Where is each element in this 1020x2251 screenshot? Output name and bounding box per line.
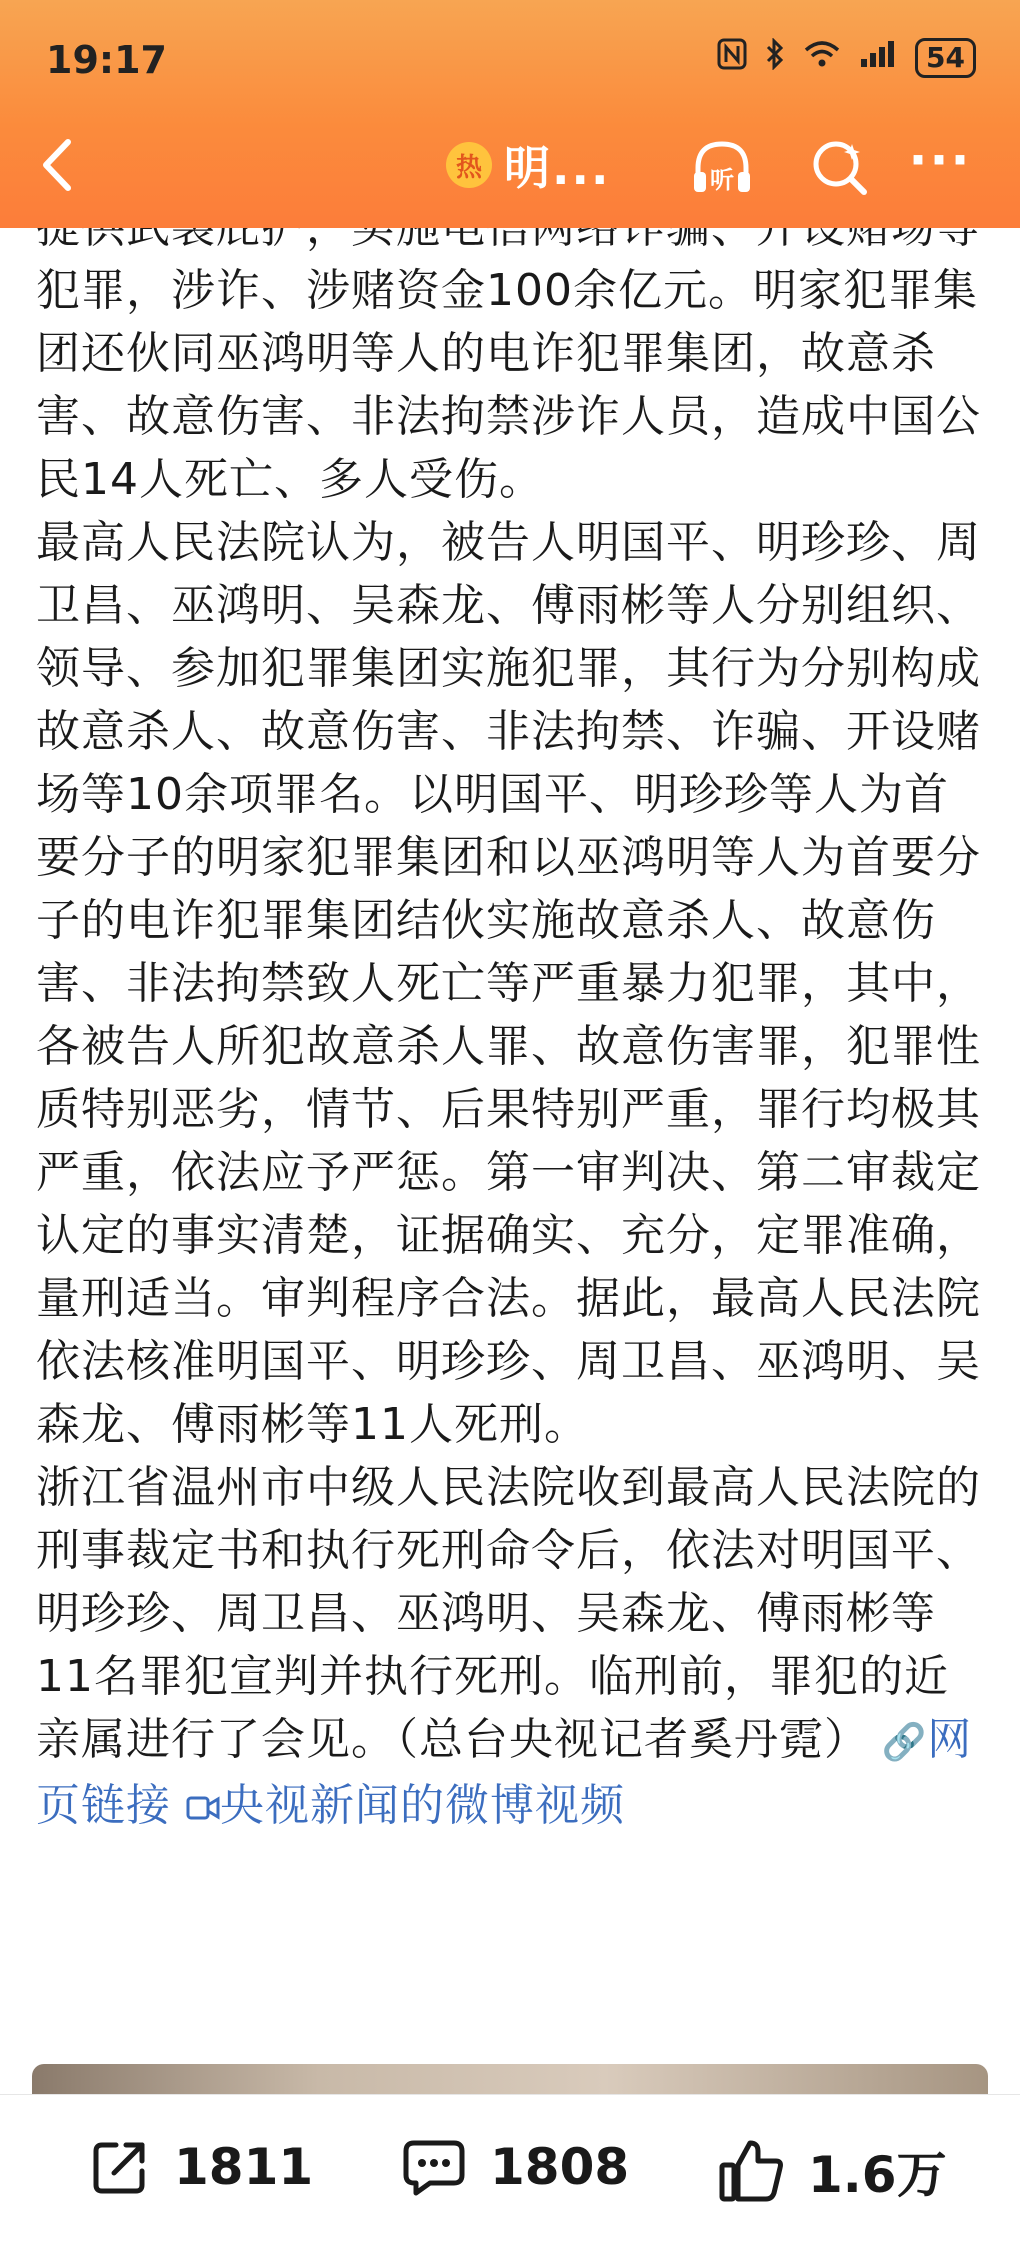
web-link-label: 网页链接	[36, 1714, 973, 1831]
back-button[interactable]	[30, 130, 90, 200]
status-bar	[0, 0, 1020, 110]
share-icon	[88, 2135, 152, 2199]
listen-button[interactable]	[690, 136, 754, 200]
comment-icon	[400, 2135, 468, 2199]
nav-header	[0, 110, 1020, 228]
bluetooth-icon	[765, 38, 785, 78]
wifi-icon	[803, 39, 841, 77]
top-bar	[0, 0, 1020, 228]
article-paragraph: 犯罪，涉诈、涉赌资金100余亿元。明家犯罪集团还伙同巫鸿明等人的电诈犯罪集团，故意杀害、故意伤害、非法拘禁涉诈人员，造成中国公民14人死亡、多人受伤。	[36, 265, 981, 505]
video-link[interactable]	[186, 1780, 625, 1831]
search-button[interactable]	[808, 136, 872, 200]
like-button[interactable]	[718, 2135, 947, 2207]
video-icon	[186, 1793, 220, 1823]
article-paragraph-text: 浙江省温州市中级人民法院收到最高人民法院的刑事裁定书和执行死刑命令后，依法对明国平、明珍珍、周卫昌、巫鸿明、吴森龙、傅雨彬等11名罪犯宣判并执行死刑。临刑前，罪犯的近亲属进行了会见。（总台央视记者奚丹霓）	[36, 1462, 981, 1765]
more-button[interactable]	[900, 128, 980, 192]
listen-label: 听	[710, 166, 734, 194]
bottom-action-bar	[0, 2094, 1020, 2251]
battery-icon: 54	[915, 38, 976, 78]
comment-count: 1808	[490, 2138, 630, 2196]
article-body	[36, 196, 986, 1837]
share-button[interactable]	[88, 2135, 313, 2199]
search-icon	[808, 136, 872, 200]
listen-icon	[690, 136, 754, 200]
comment-button[interactable]	[400, 2135, 629, 2199]
status-icons	[717, 38, 976, 78]
signal-icon	[859, 39, 897, 77]
thumbs-up-icon	[718, 2137, 786, 2205]
article-paragraph: 最高人民法院认为，被告人明国平、明珍珍、周卫昌、巫鸿明、吴森龙、傅雨彬等人分别组织、领导、参加犯罪集团实施犯罪，其行为分别构成故意杀人、故意伤害、非法拘禁、诈骗、开设赌场等10余项罪名。以明国平、明珍珍等人为首要分子的明家犯罪集团和以巫鸿明等人为首要分子的电诈犯罪集团结伙实施故意杀人、故意伤害、非法拘禁致人死亡等严重暴力犯罪，其中，各被告人所犯故意杀人罪、故意伤害罪，犯罪性质特别恶劣，情节、后果特别严重，罪行均极其严重，依法应予严惩。第一审判决、第二审裁定认定的事实清楚，证据确实、充分，定罪准确，量刑适当。审判程序合法。据此，最高人民法院依法核准明国平、明珍珍、周卫昌、巫鸿明、吴森龙、傅雨彬等11人死刑。	[36, 517, 981, 1450]
back-icon	[30, 130, 90, 200]
video-link-label: 央视新闻的微博视频	[220, 1780, 625, 1831]
like-count: 1.6万	[808, 2146, 947, 2204]
share-count: 1811	[174, 2138, 314, 2196]
link-icon: 🔗	[869, 1722, 928, 1763]
nfc-icon	[717, 38, 747, 78]
more-icon: ···	[908, 131, 972, 189]
article-paragraph	[36, 1456, 986, 1837]
header-title-group[interactable]	[446, 130, 610, 200]
status-time: 19:17	[46, 38, 167, 82]
hot-badge: 热	[446, 142, 492, 188]
page-title: 明...	[504, 141, 611, 195]
